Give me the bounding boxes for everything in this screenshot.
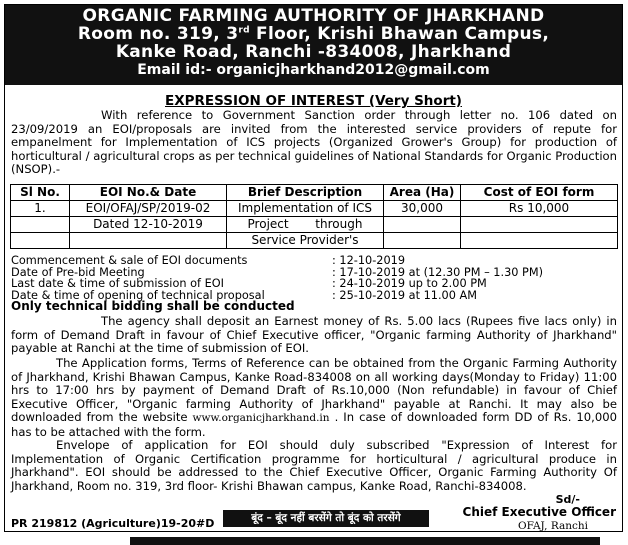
header-banner [5,5,622,85]
col-area: Area (Ha) [384,185,461,201]
schedule-item: Commencement & sale of EOI documents : 12-10-2019 [11,254,406,267]
cell-sl: 1. [11,201,70,217]
col-eoi: EOI No.& Date [70,185,227,201]
schedule-item: Last date & time of submission of EOI : 24-10-2019 up to 2.00 PM [11,277,487,290]
bidding-note: Only technical bidding shall be conducted [11,299,295,313]
signature-sd: Sd/- [555,493,580,506]
col-desc: Brief Description [227,185,384,201]
cell-eoi-date: Dated 12-10-2019 [70,217,227,233]
col-cost: Cost of EOI form [461,185,618,201]
org-name: ORGANIC FARMING AUTHORITY OF JHARKHAND [82,6,545,26]
cell-cost: Rs 10,000 [461,201,618,217]
envelope-paragraph: Envelope of application for EOI should duly subscribed "Expression of Interest for Implementation of Organic Certification programme for horticultural / agricultural produce in Jharkhand". EOI should be addressed to the Chief Executive Officer, Organic Farming Authority Of Jharkhand, Room no. 319, 3rd floor- Krishi Bhawan campus, Kanke Road, Ranchi-834008. [11,438,617,493]
table-row [11,201,618,217]
notice-title: EXPRESSION OF INTEREST (Very Short) [165,93,462,109]
schedule-item: Date & time of opening of technical proposal : 25-10-2019 at 11.00 AM [11,288,477,302]
table-row [11,233,618,249]
cell-empty [461,233,618,249]
address-line-2: Kanke Road, Ranchi -834008, Jharkhand [115,42,512,62]
eoi-table [10,184,618,249]
cell-empty [11,217,70,233]
cell-desc-2: Project through [227,217,384,233]
cell-empty [461,217,618,233]
col-sl: Sl No. [11,185,70,201]
reference-number: PR 219812 (Agriculture)19-20#D [11,517,215,530]
cell-eoi-no: EOI/OFAJ/SP/2019-02 [70,201,227,217]
signatory-designation: Chief Executive Officer [462,505,616,519]
table-row [11,217,618,233]
cell-empty [70,233,227,249]
cell-empty [384,217,461,233]
website-link[interactable]: www.organicjharkhand.in [192,412,330,424]
cell-empty [11,233,70,249]
table-header-row [11,185,618,201]
application-paragraph: The Application forms, Terms of Reference can be obtained from the Organic Farming Authority of Jharkhand, Krishi Bhawan Campus, Kanke Road-834008 on all working days(Monday to Friday) 11:00 hrs to 17:00 hrs by payment of Demand Draft of Rs.10,000 (Non refundable) in favour of Chief Executive Officer, "Organic farming Authority of Jharkhand" payable at Ranchi. It may also be downloaded from the website www.organicjharkhand.in . In case of downloaded form DD of Rs. 10,000 has to be attached with the form. [11,356,617,439]
deposit-paragraph: The agency shall deposit an Earnest money of Rs. 5.00 lacs (Rupees five lacs only) in form of Demand Draft in favour of Chief Executive officer, "Organic farming Authority of Jharkhand" payable at Ranchi at the time of submission of EOI. [11,314,617,355]
cell-desc-3: Service Provider's [227,233,384,249]
address-line-1: Room no. 319, 3rd Floor, Krishi Bhawan Campus, [77,24,550,44]
next-notice-edge [130,537,600,545]
email-line: Email id:- organicjharkhand2012@gmail.com [137,62,490,78]
intro-paragraph: With reference to Government Sanction order through letter no. 106 dated on 23/09/2019 an EOI/proposals are invited from the interested service providers of repute for empanelment for Implementation of ICS projects (Organized Grower's Group) for production of horticultural / agricultural crops as per technical guidelines of National Standards for Organic Production (NSOP).- [11,108,617,176]
schedule-list [11,255,617,313]
slogan-banner: बूंद – बूंद नहीं बरसेंगे तो बूंद को तरसेंगे [223,510,429,527]
schedule-item: Date of Pre-bid Meeting : 17-10-2019 at (12.30 PM – 1.30 PM) [11,265,544,279]
signatory-org: OFAJ, Ranchi [517,520,588,532]
cell-empty [384,233,461,249]
notice-page [4,4,623,532]
cell-area: 30,000 [384,201,461,217]
cell-desc-1: Implementation of ICS [227,201,384,217]
